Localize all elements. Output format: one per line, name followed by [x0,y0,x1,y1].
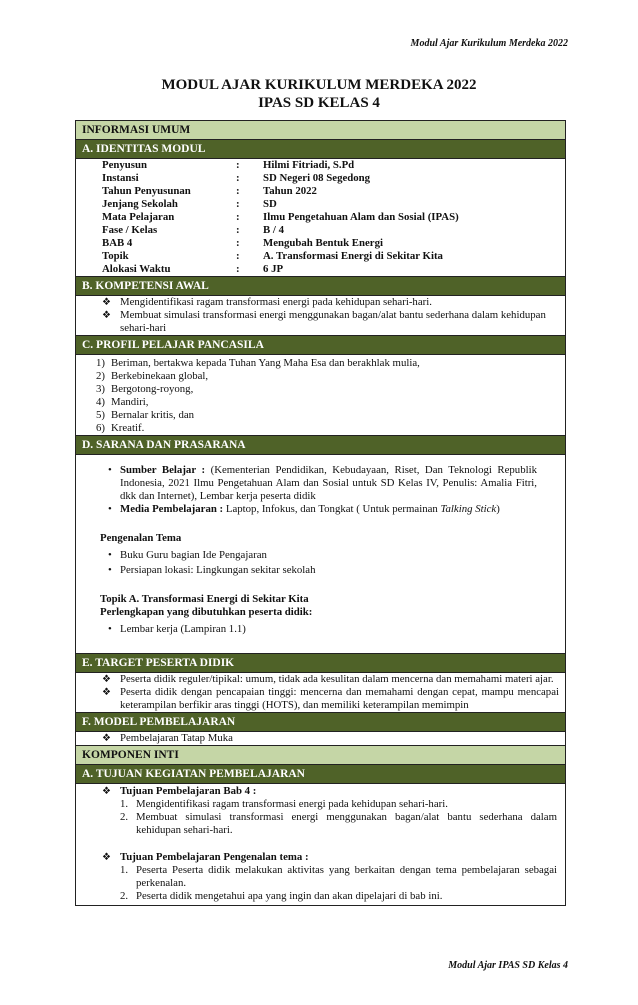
item-text: Bernalar kritis, dan [111,409,195,421]
identitas-row [102,198,459,211]
id-key: Jenjang Sekolah [102,198,178,210]
id-key: Topik [102,250,129,262]
id-val: A. Transformasi Energi di Sekitar Kita [263,250,443,262]
item-number: 1) [96,357,105,369]
identitas-row [102,237,459,250]
section-d-bar: D. SARANA DAN PRASARANA [76,436,565,455]
item-number: 4) [96,396,105,408]
id-val: Hilmi Fitriadi, S.Pd [263,159,355,171]
section-e-bar: E. TARGET PESERTA DIDIK [76,654,565,673]
bullet-icon: • [108,464,112,476]
running-footer: Modul Ajar IPAS SD Kelas 4 [448,960,568,971]
list-item [102,785,559,798]
running-header: Modul Ajar Kurikulum Merdeka 2022 [410,38,568,49]
tujuan-section [76,784,565,905]
list-item [102,686,559,712]
item-text: Peserta didik reguler/tipikal: umum, tidak ada kesulitan dalam mencerna dan memahami materi ajar. [120,673,554,685]
id-key: Alokasi Waktu [102,263,171,275]
list-item [96,370,565,383]
komponen-inti-bar: KOMPONEN INTI [76,746,565,765]
item-number: 2. [120,811,129,823]
identitas-row [102,159,459,172]
id-colon: : [236,211,240,223]
id-key: Fase / Kelas [102,224,158,236]
identitas-row [102,172,459,185]
list-item [96,422,565,435]
diamond-bullet-icon: ❖ [102,297,111,308]
item-italic: Talking Stick [440,503,497,515]
item-number: 3) [96,383,105,395]
item-text: Laptop, Infokus, dan Tongkat ( Untuk permainan [223,503,441,515]
diamond-bullet-icon: ❖ [102,733,111,744]
id-colon: : [236,263,240,275]
item-text: Bergotong-royong, [111,383,194,395]
sarana-section [76,455,565,654]
id-colon: : [236,237,240,249]
id-colon: : [236,250,240,262]
list-item [120,890,557,903]
id-key: Mata Pelajaran [102,211,175,223]
item-number: 1. [120,798,129,810]
item-text: Membuat simulasi transformasi energi menggunakan bagan/alat bantu sederhana dalam kehidupan sehari-hari [120,309,546,334]
id-val: B / 4 [263,224,284,236]
topik-heading: Topik A. Transformasi Energi di Sekitar Kita [100,593,309,605]
id-val: Mengubah Bentuk Energi [263,237,383,249]
item-label: Sumber Belajar : [120,464,206,476]
item-number: 2) [96,370,105,382]
info-umum-bar: INFORMASI UMUM [76,121,565,140]
id-colon: : [236,159,240,171]
id-key: Instansi [102,172,139,184]
diamond-bullet-icon: ❖ [102,687,111,698]
title-line-2: IPAS SD KELAS 4 [258,95,380,111]
title-line-1: MODUL AJAR KURIKULUM MERDEKA 2022 [161,77,477,93]
item-text: (Kementerian Pendidikan, Kebudayaan, Riset, Dan Teknologi Republik Indonesia, 2021 Ilmu Pengetahuan Alam dan Sosial untuk SD Kelas IV, Penulis: Amalia Fitri, dkk dan Internet), Lembar kerja peserta didik [120,464,538,502]
section-komponen-a-bar: A. TUJUAN KEGIATAN PEMBELAJARAN [76,765,565,784]
id-key: Penyusun [102,159,148,171]
list-item [108,503,537,516]
item-number: 1. [120,864,129,876]
model-section [76,732,565,746]
section-a-bar: A. IDENTITAS MODUL [76,140,565,159]
item-text: Peserta Peserta didik melakukan aktivitas yang berkaitan dengan tema pembelajaran sebagai perkenalan. [136,864,557,889]
item-text: Persiapan lokasi: Lingkungan sekitar sekolah [120,564,316,576]
id-key: Tahun Penyusunan [102,185,191,197]
item-text: Beriman, bertakwa kepada Tuhan Yang Maha Esa dan berakhlak mulia, [111,357,420,369]
diamond-bullet-icon: ❖ [102,852,111,863]
id-colon: : [236,172,240,184]
kompetensi-section [76,296,565,336]
section-f-bar: F. MODEL PEMBELAJARAN [76,713,565,732]
item-number: 5) [96,409,105,421]
list-item [102,851,559,864]
perlengkapan-heading: Perlengkapan yang dibutuhkan peserta didik: [100,606,313,618]
pengenalan-tema-heading: Pengenalan Tema [100,532,182,544]
identitas-row [102,250,459,263]
identitas-row [102,224,459,237]
list-item [120,798,557,811]
id-val: Ilmu Pengetahuan Alam dan Sosial (IPAS) [263,211,459,223]
item-text: Membuat simulasi transformasi energi menggunakan bagan/alat bantu sederhana dalam kehidupan sehari-hari. [136,811,557,836]
list-item [120,811,557,837]
item-text: Buku Guru bagian Ide Pengajaran [120,549,267,561]
identitas-row [102,185,459,198]
bullet-icon: • [108,623,112,635]
id-colon: : [236,185,240,197]
tujuan-bab-heading: Tujuan Pembelajaran Bab 4 : [120,785,257,797]
id-key: BAB 4 [102,237,133,249]
list-item [96,357,565,370]
list-item [108,623,537,636]
item-text: Lembar kerja (Lampiran 1.1) [120,623,246,635]
list-item [108,464,537,503]
list-item [120,864,557,890]
bullet-icon: • [108,549,112,561]
item-number: 2. [120,890,129,902]
tujuan-tema-heading: Tujuan Pembelajaran Pengenalan tema : [120,851,309,863]
item-text: Mengidentifikasi ragam transformasi energi pada kehidupan sehari-hari. [120,296,432,308]
item-label: Media Pembelajaran : [120,503,224,515]
item-text: Pembelajaran Tatap Muka [120,732,233,744]
profil-section [76,355,565,436]
id-colon: : [236,198,240,210]
item-text: Kreatif. [111,422,145,434]
item-text-end: ) [496,503,500,515]
document-title [0,76,638,112]
list-item [108,564,537,577]
item-text: Peserta didik mengetahui apa yang ingin dan akan dipelajari di bab ini. [136,890,443,902]
list-item [102,673,559,686]
id-val: SD Negeri 08 Segedong [263,172,371,184]
list-item [96,383,565,396]
list-item [108,549,537,562]
id-val: SD [263,198,277,210]
id-val: 6 JP [263,263,284,275]
list-item [102,732,559,745]
item-number: 6) [96,422,105,434]
list-item [96,396,565,409]
section-c-bar: C. PROFIL PELAJAR PANCASILA [76,336,565,355]
section-b-bar: B. KOMPETENSI AWAL [76,277,565,296]
diamond-bullet-icon: ❖ [102,786,111,797]
list-item [102,309,559,335]
bullet-icon: • [108,503,112,515]
list-item [96,409,565,422]
target-section [76,673,565,713]
item-text: Berkebinekaan global, [111,370,209,382]
id-val: Tahun 2022 [263,185,317,197]
identitas-table [102,159,459,276]
list-item [102,296,559,309]
item-text: Mandiri, [111,396,149,408]
bullet-icon: • [108,564,112,576]
item-text: Mengidentifikasi ragam transformasi energi pada kehidupan sehari-hari. [136,798,448,810]
identitas-section [76,159,565,277]
module-table [75,120,566,906]
diamond-bullet-icon: ❖ [102,674,111,685]
diamond-bullet-icon: ❖ [102,310,111,321]
id-colon: : [236,224,240,236]
identitas-row [102,263,459,276]
item-text: Peserta didik dengan pencapaian tinggi: mencerna dan memahami dengan cepat, mampu mencapai keterampilan berfikir aras tinggi (HOTS), dan memiliki keterampilan memimpin [120,686,559,711]
identitas-row [102,211,459,224]
